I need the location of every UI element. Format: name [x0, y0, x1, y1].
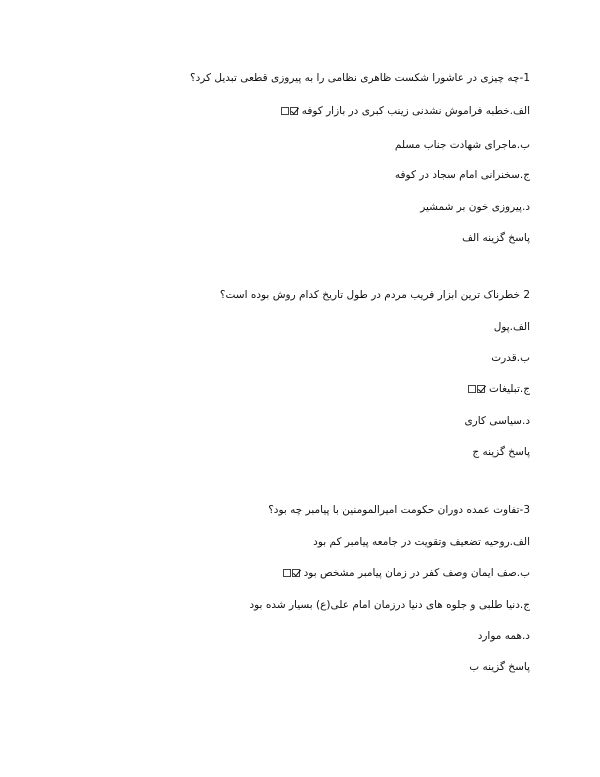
- question-2-answer: پاسخ گزینه ج: [472, 446, 530, 458]
- question-2-option-b: ب.قدرت: [491, 352, 530, 364]
- option-checkbox-pair: [282, 567, 300, 581]
- question-3-text: 3-تفاوت عمده دوران حکومت امیرالمومنین با پیامبر چه بود؟: [268, 504, 530, 516]
- checked-checkbox-icon: [290, 107, 298, 115]
- question-3-option-a: الف.روحیه تضعیف وتقویت در جامعه پیامبر کم بود: [313, 536, 530, 548]
- question-3-option-b-label: ب.صف ایمان وصف کفر در زمان پیامبر مشخص بود: [303, 567, 530, 579]
- question-1-text: 1-چه چیزی در عاشورا شکست ظاهری نظامی را به پیروزی قطعی تبدیل کرد؟: [190, 72, 530, 84]
- option-checkbox-pair: [280, 105, 298, 119]
- empty-checkbox-icon: [283, 569, 291, 577]
- question-2-option-d: د.سیاسی کاری: [464, 415, 530, 427]
- question-3-answer: پاسخ گزینه ب: [469, 661, 530, 673]
- question-1-option-d: د.پیروزی خون بر شمشیر: [420, 201, 530, 213]
- question-1-option-b: ب.ماجرای شهادت جناب مسلم: [394, 139, 530, 151]
- question-1-answer: پاسخ گزینه الف: [462, 232, 530, 244]
- checked-checkbox-icon: [477, 385, 485, 393]
- question-2-text: 2 خطرناک ترین ابزار فریب مردم در طول تاریخ کدام روش بوده است؟: [219, 289, 530, 301]
- question-3-option-d: د.همه موارد: [477, 630, 530, 642]
- empty-checkbox-icon: [468, 385, 476, 393]
- checked-checkbox-icon: [292, 569, 300, 577]
- question-2-option-a: الف.پول: [493, 321, 530, 333]
- option-checkbox-pair: [467, 383, 485, 397]
- question-1-option-c: ج.سخنرانی امام سجاد در کوفه: [394, 169, 530, 181]
- question-1-option-a: [70, 104, 530, 119]
- question-1-option-a-label: الف.خطبه فراموش نشدنی زینب کبری در بازار کوفه: [301, 105, 530, 117]
- question-2-option-c-label: ج.تبلیغات: [488, 383, 530, 395]
- question-3-option-c: ج.دنیا طلبی و جلوه های دنیا درزمان امام علی(ع) بسیار شده بود: [249, 599, 530, 611]
- question-2-option-c: [70, 382, 530, 397]
- empty-checkbox-icon: [281, 107, 289, 115]
- question-3-option-b: [70, 566, 530, 581]
